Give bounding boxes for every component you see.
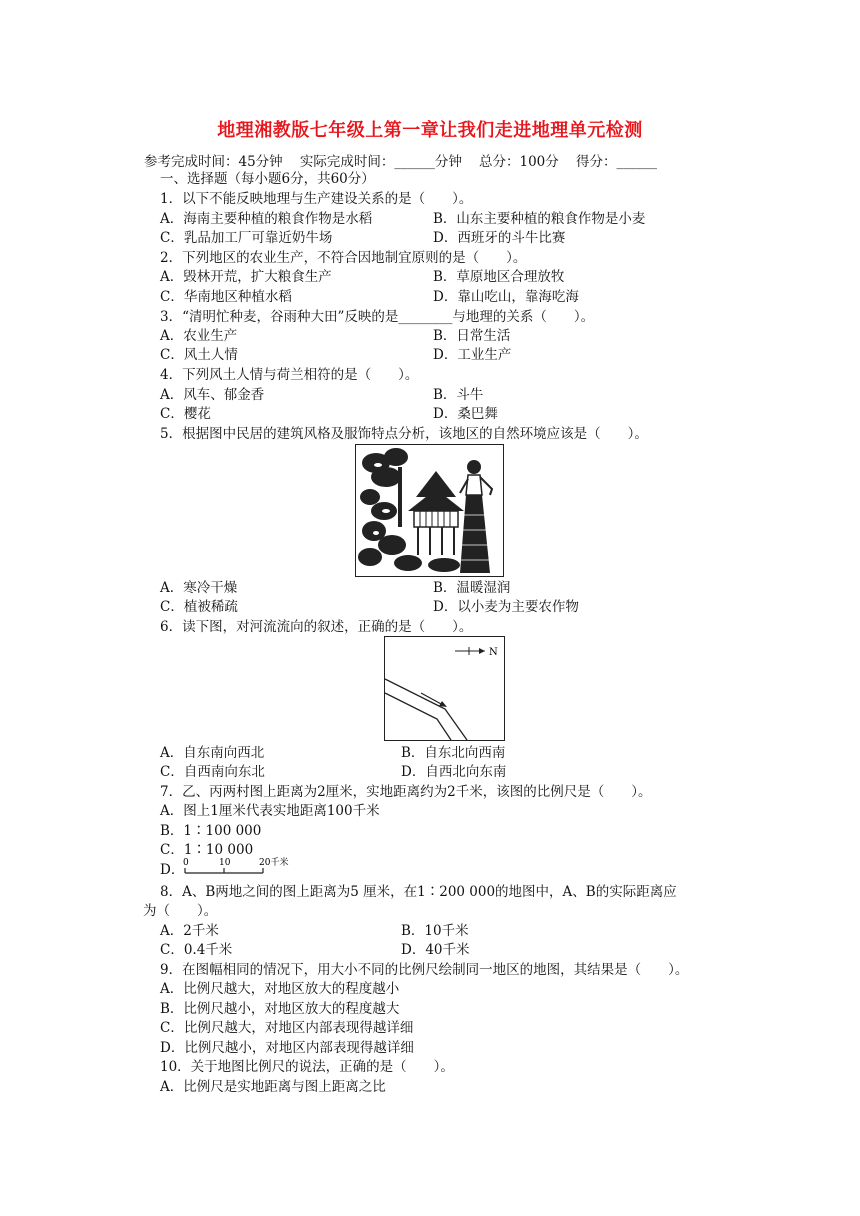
question-8-option-d: D．40千米 [401, 942, 470, 958]
village-scene-drawing [356, 445, 503, 576]
question-4-option-a: A．风车、郁金香 [160, 387, 265, 403]
question-9-option-b: B．比例尺越小，对地区放大的程度越大 [160, 1001, 400, 1017]
question-8-stem-line1: 8．A、B两地之间的图上距离为5 厘米，在1∶200 000的地图中，A、B的实际距离应 [160, 884, 677, 900]
river-flow-diagram [384, 636, 505, 741]
question-8-option-c: C．0.4千米 [160, 942, 233, 958]
question-5-stem: 5．根据图中民居的建筑风格及服饰特点分析，该地区的自然环境应该是（ ）。 [160, 426, 648, 442]
question-9-option-d: D．比例尺越小，对地区内部表现得越详细 [160, 1040, 414, 1056]
question-7-option-a: A．图上1厘米代表实地距离100千米 [160, 803, 380, 819]
question-5-option-d: D．以小麦为主要农作物 [433, 599, 579, 615]
question-4-option-d: D．桑巴舞 [433, 406, 498, 422]
question-6-stem: 6．读下图，对河流流向的叙述，正确的是（ ）。 [160, 619, 473, 635]
question-7-option-c: C．1∶10 000 [160, 842, 254, 858]
question-1-stem: 1．以下不能反映地理与生产建设关系的是（ ）。 [160, 191, 473, 207]
question-6-option-c: C．自西南向东北 [160, 764, 265, 780]
scale-label-20: 20千米 [259, 858, 289, 868]
question-9-option-a: A．比例尺越大，对地区放大的程度越小 [160, 981, 400, 997]
question-9-option-c: C．比例尺越大，对地区内部表现得越详细 [160, 1020, 414, 1036]
question-6-option-d: D．自西北向东南 [401, 764, 507, 780]
question-3-option-a: A．农业生产 [160, 328, 238, 344]
question-5-option-b: B．温暖湿润 [433, 580, 511, 596]
question-4-option-b: B．斗牛 [433, 387, 484, 403]
question-8-option-a: A．2千米 [160, 923, 219, 939]
question-8-stem-line2: 为（ ）。 [143, 903, 218, 919]
question-3-option-c: C．风土人情 [160, 347, 238, 363]
river-drawing [385, 637, 504, 740]
question-2-stem: 2．下列地区的农业生产，不符合因地制宜原则的是（ ）。 [160, 250, 527, 266]
section-heading: 一、选择题（每小题6分，共60分） [160, 171, 375, 187]
question-2-option-c: C．华南地区种植水稻 [160, 289, 292, 305]
question-7-option-d: D． [160, 862, 185, 878]
question-3-stem: 3．“清明忙种麦，谷雨种大田”反映的是________与地理的关系（ ）。 [160, 309, 595, 325]
question-6-option-a: A．自东南向西北 [160, 745, 265, 761]
question-3-option-b: B．日常生活 [433, 328, 511, 344]
question-7-stem: 7．乙、丙两村图上距离为2厘米，实地距离约为2千米，该图的比例尺是（ ）。 [160, 784, 652, 800]
question-1-option-a: A．海南主要种植的粮食作物是水稻 [160, 211, 373, 227]
question-2-option-a: A．毁林开荒，扩大粮食生产 [160, 269, 332, 285]
question-2-option-d: D．靠山吃山，靠海吃海 [433, 289, 579, 305]
exam-meta: 参考完成时间：45分钟 实际完成时间：______分钟 总分：100分 得分：______ [144, 154, 657, 170]
scale-label-10: 10 [219, 858, 231, 868]
question-2-option-b: B．草原地区合理放牧 [433, 269, 565, 285]
question-3-option-d: D．工业生产 [433, 347, 512, 363]
question-1-option-d: D．西班牙的斗牛比赛 [433, 230, 566, 246]
question-10-stem: 10．关于地图比例尺的说法，正确的是（ ）。 [160, 1059, 454, 1075]
question-7-option-b: B．1∶100 000 [160, 823, 262, 839]
linear-scale-bar [183, 856, 293, 878]
question-4-stem: 4．下列风土人情与荷兰相符的是（ ）。 [160, 367, 419, 383]
north-label: N [489, 647, 498, 658]
scale-label-0: 0 [183, 858, 189, 868]
question-5-option-a: A．寒冷干燥 [160, 580, 238, 596]
question-1-option-c: C．乳品加工厂可靠近奶牛场 [160, 230, 333, 246]
question-1-option-b: B．山东主要种植的粮食作物是小麦 [433, 211, 646, 227]
question-5-option-c: C．植被稀疏 [160, 599, 238, 615]
dai-village-illustration [355, 444, 504, 577]
question-4-option-c: C．樱花 [160, 406, 211, 422]
question-8-option-b: B．10千米 [401, 923, 469, 939]
question-6-option-b: B．自东北向西南 [401, 745, 506, 761]
question-9-stem: 9．在图幅相同的情况下，用大小不同的比例尺绘制同一地区的地图，其结果是（ ）。 [160, 962, 689, 978]
question-10-option-a: A．比例尺是实地距离与图上距离之比 [160, 1079, 386, 1095]
page-title: 地理湘教版七年级上第一章让我们走进地理单元检测 [217, 120, 643, 141]
